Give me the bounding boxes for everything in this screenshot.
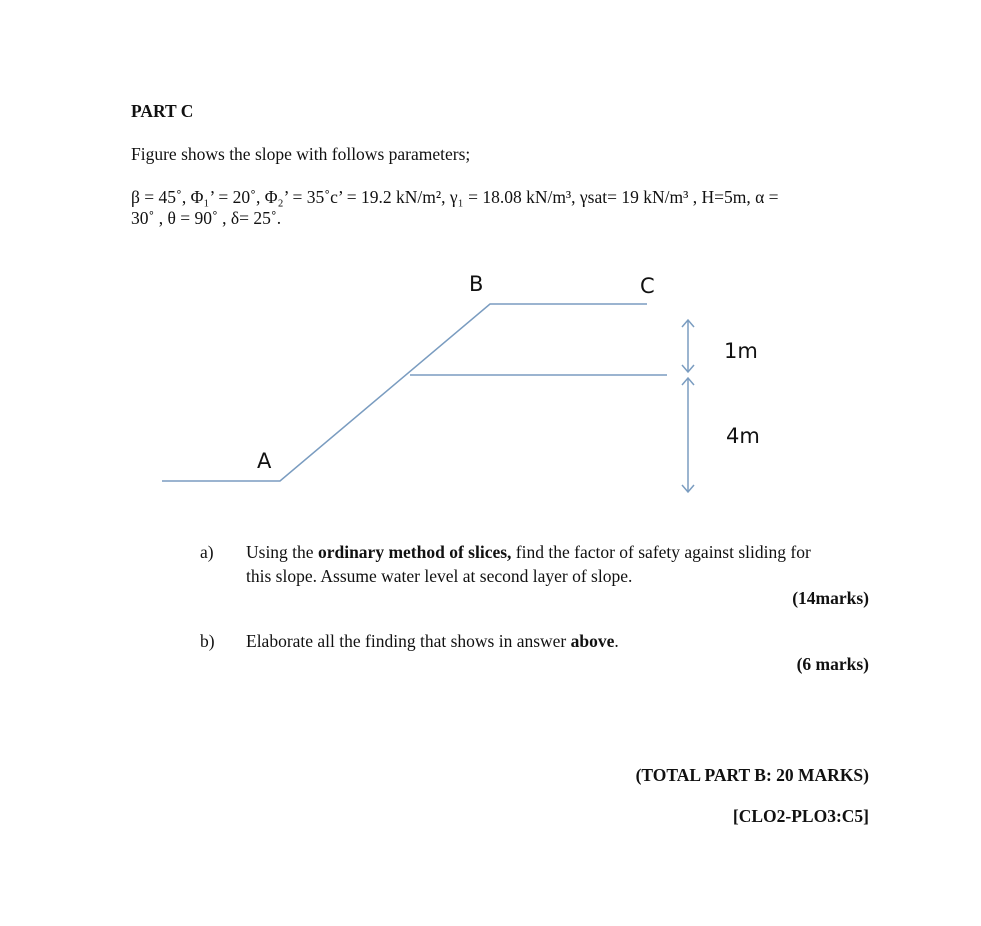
point-a-label: A [257, 449, 272, 473]
parameters-line-2: 30˚ , θ = 90˚ , δ= 25˚. [131, 208, 282, 228]
slope-profile [162, 304, 647, 481]
dimension-4m-label: 4m [726, 424, 760, 448]
question-a-marks: (14marks) [792, 588, 869, 608]
dimension-1m-label: 1m [724, 339, 758, 363]
question-b-text: Elaborate all the finding that shows in answer above. [246, 631, 619, 651]
question-a-label: a) [200, 542, 214, 562]
question-a-text: Using the ordinary method of slices, find the factor of safety against sliding for [246, 542, 811, 562]
point-c-label: C [640, 274, 655, 298]
parameters-line-1: β = 45˚, Φ₁’ = 20˚, Φ₂’ = 35˚c’ = 19.2 kN/m², γ₁ = 18.08 kN/m³, γsat= 19 kN/m³ , H=5m, α = [131, 187, 779, 207]
section-title: PART C [131, 101, 194, 121]
question-b-label: b) [200, 631, 215, 651]
question-b-marks: (6 marks) [796, 654, 869, 674]
intro-text: Figure shows the slope with follows parameters; [131, 144, 471, 164]
point-b-label: B [469, 272, 484, 296]
clo-code: [CLO2-PLO3:C5] [732, 806, 869, 826]
question-a-text-line2: this slope. Assume water level at second layer of slope. [246, 566, 633, 586]
total-marks: (TOTAL PART B: 20 MARKS) [635, 765, 869, 785]
